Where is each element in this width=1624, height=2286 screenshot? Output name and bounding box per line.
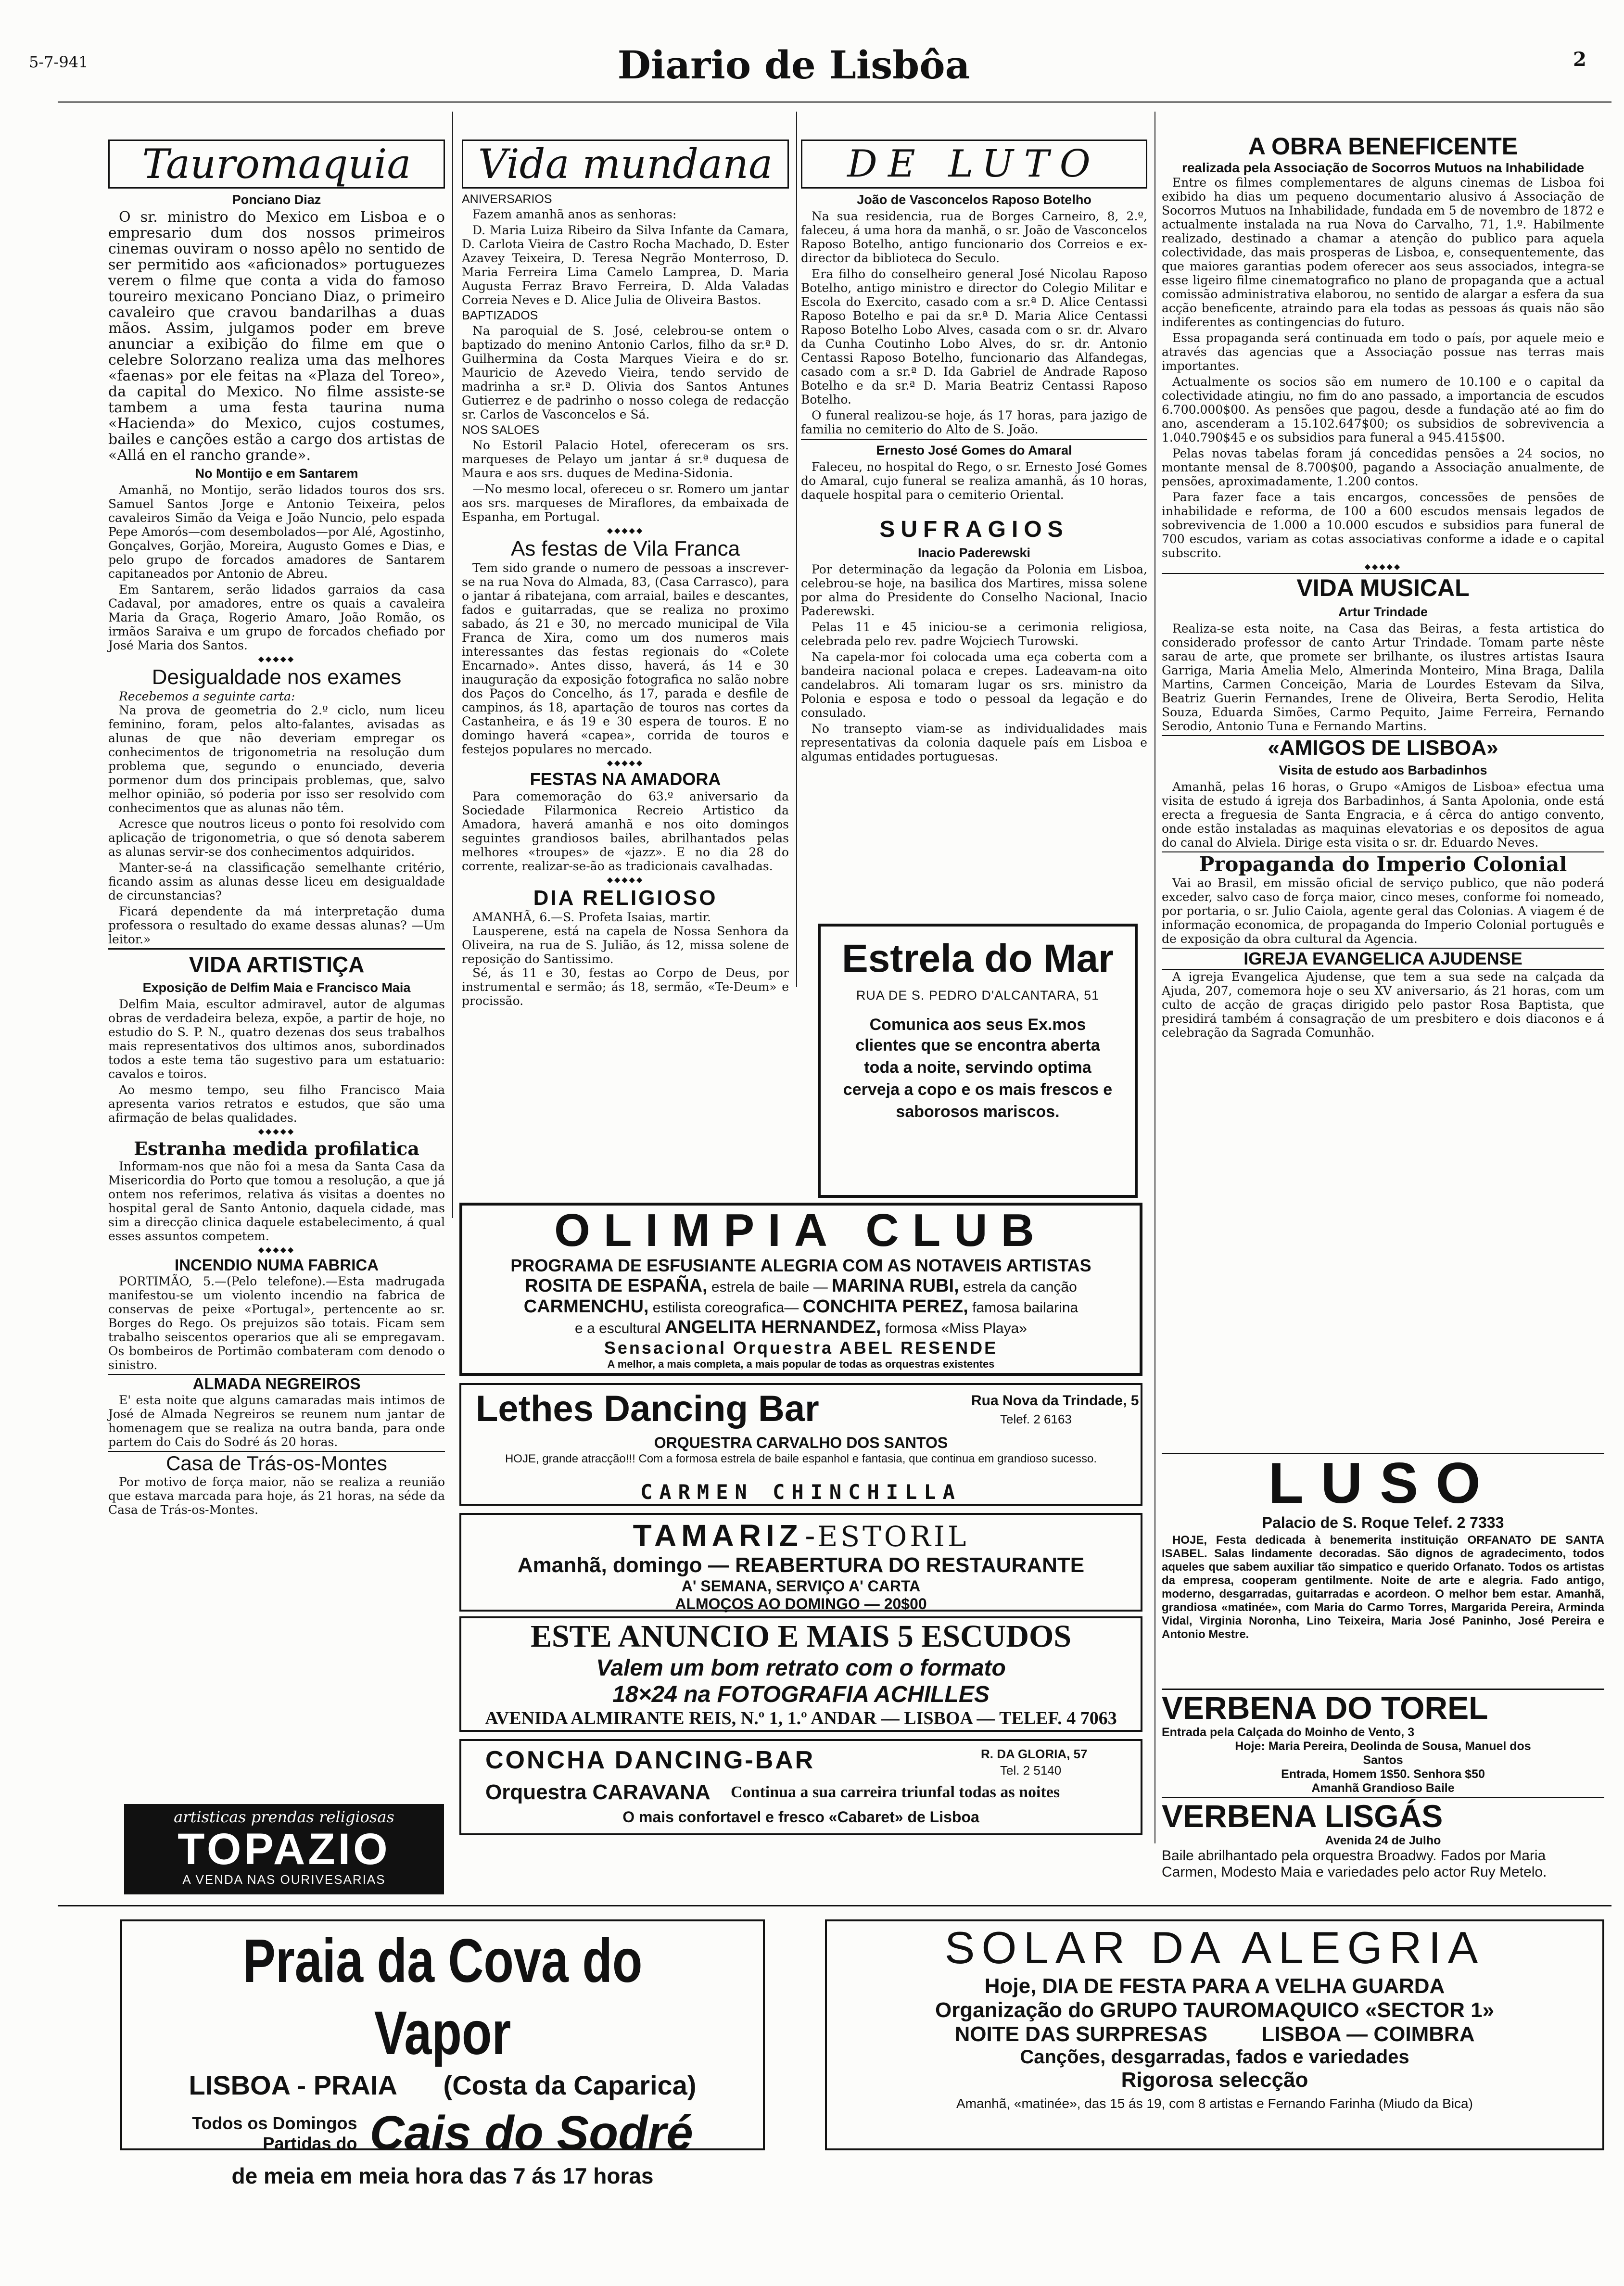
solar-line6: Amanhã, «matinée», das 15 ás 19, com 8 artistas e Fernando Farinha (Miudo da Bica) (956, 2096, 1473, 2111)
baptizados-text: Na paroquial de S. José, celebrou-se ontem o baptizado do menino Antonio Carlos, filho da sr.ª D. Guilhermina da Costa Marques Vieira e do sr. Mauricio de Azevedo Vieira, tendo servido de madrinha a sr.ª D. Olivia dos Santos Antunes Gutierrez e de padrinho o nosso colega de redacção sr. Carlos de Vasconcelos e Sá. (462, 324, 789, 421)
amaral-text: Faleceu, no hospital do Rego, o sr. Ernesto José Gomes do Amaral, cujo funeral se realiza amanhã, ás 10 horas, daquele hospital para o cemiterio Oriental. (801, 460, 1147, 502)
estrela-name: Estrela do Mar (841, 937, 1114, 980)
col-rule-1 (452, 112, 453, 1218)
olimpia-artist-5: ANGELITA HERNANDEZ, (664, 1317, 881, 1337)
separator: ◆◆◆◆◆ (607, 758, 644, 767)
amaral-heading: Ernesto José Gomes do Amaral (801, 439, 1147, 458)
estrela-line1: Comunica aos seus Ex.mos (869, 1016, 1086, 1034)
page-date: 5-7-941 (29, 53, 89, 71)
solar-line4: Canções, desgarradas, fados e variedades (1020, 2046, 1409, 2068)
olimpia-artist-2: MARINA RUBI, (832, 1276, 959, 1296)
praia-schedule (192, 2113, 357, 2154)
dia-religioso-text-2: Lausperene, está na capela de Nossa Senhora da Oliveira, na rua de S. Julião, ás 12, missa solene de reposição do Santissimo. (462, 924, 789, 966)
solar-line1: Hoje, DIA DE FESTA PARA A VELHA GUARDA (984, 1974, 1445, 1998)
montijo-heading: No Montijo e em Santarem (195, 466, 358, 481)
lethes-line1: ORQUESTRA CARVALHO DOS SANTOS (654, 1434, 948, 1451)
praia-line2c: Cais do Sodré (369, 2106, 693, 2160)
tamariz-place: ESTORIL (817, 1520, 969, 1553)
olimpia-role-2: estrela da canção (963, 1279, 1077, 1295)
ponciano-text: O sr. ministro do Mexico em Lisboa e o empresario dum dos nossos primeiros cinemas ouviram o nosso apêlo no sentido de ser permitido aos «aficionados» portuguezes verem o filme que conta a vida do famoso toureiro mexicano Ponciano Diaz, o primeiro cavaleiro que cravou bandarilhas a duas mãos. Assim, julgamos poder em breve anunciar a exibição do filme em que o celebre Solorzano realiza uma das melhores «faenas» por ele feitas na «Plaza del Toreo», da capital do Mexico. No filme assiste-se tambem a uma festa taurina numa «Hacienda» do Mexico, cujos costumes, bailes e canções estão a cargo dos artistas de «Allá en el rancho grande». (108, 209, 445, 464)
obra-text-4: Pelas novas tabelas foram já concedidas pensões a 24 socios, no montante mensal de 8.700$00, pagando a Associação anualmente, de pensões, aproximadamente, 1.200 contos. (1162, 446, 1604, 488)
solar-line5: Rigorosa selecção (1121, 2068, 1308, 2092)
column-1 (108, 140, 445, 1519)
olimpia-role-4: famosa bailarina (972, 1300, 1078, 1316)
separator: ◆◆◆◆◆ (1364, 562, 1402, 571)
achilles-ad[interactable] (459, 1616, 1142, 1732)
raposo-text-1: Na sua residencia, rua de Borges Carneiro, 8, 2.º, faleceu, á uma hora da manhã, o sr. João de Vasconcelos Raposo Botelho, antigo funcionario dos Correios e ex-director da biblioteca do Seculo. (801, 209, 1147, 265)
tamariz-dash: - (805, 1518, 815, 1553)
vila-franca-text: Tem sido grande o numero de pessoas a inscrever-se na rua Nova do Almada, 83, (Casa Carrasco), para o jantar á ribatejana, com arraial, bailes e descantes, fados e guitarradas, que se realiza no proximo sabado, ás 21 e 30, no mercado municipal de Vila Franca de Xira, como um dos numeros mais interessantes das festas regionais do «Colete Encarnado». Antes disso, haverá, ás 14 e 30 inauguração da exposição fotografica no salão nobre dos Paços do Concelho, ás 17, parada e desfile de campinos, ás 18, apartação de touros nas cortes da Castanheira, e ás 19 e 30 espera de touros. E no domingo haverá «capea», corrida de touros e festejos populares no mercado. (462, 561, 789, 756)
vida-artistica-text-2: Ao mesmo tempo, seu filho Francisco Maia apresenta varios retratos e estudos, que são uma afirmação de belas qualidades. (108, 1083, 445, 1125)
praia-line3: de meia em meia hora das 7 ás 17 horas (231, 2163, 654, 2188)
concha-address: R. DA GLORIA, 57 (981, 1747, 1088, 1761)
torel-name: VERBENA DO TOREL (1162, 1690, 1488, 1726)
vida-artistica-text-1: Delfim Maia, escultor admiravel, autor de algumas obras de verdadeira beleza, expõe, a partir de hoje, no estudio do S. P. N., quatro dezenas dos seus trabalhos mais representativos dos ultimos anos, subordinados todos a este tema tão sugestivo para um estatuario: cavalos e toiros. (108, 997, 445, 1081)
topazio-bottom: A VENDA NAS OURIVESARIAS (182, 1872, 386, 1887)
dia-religioso-text-3: Sé, ás 11 e 30, festas ao Corpo de Deus, por instrumental e sermão; ás 18, sermão, «Te-Deum» e procissão. (462, 966, 789, 1008)
vida-musical-text: Realiza-se esta noite, na Casa das Beiras, a festa artistica do considerado professor de canto Artur Trindade. Tomam parte nêste sarau de arte, que promete ser brilhante, os ilustres artistas Isaura Garriga, Maria Amelia Melo, Almerinda Monteiro, Mina Braga, Dalila Martins, Carmen Conceição, Maria de Lourdes Estevam da Silva, Beatriz Guerin Fernandes, Irene de Oliveira, Berta Serodio, Helita Souza, Eduarda Simões, Carmo Pequito, Jaime Ferreira, Fernando Serodio, Antonio Tuna e Fernando Martins. (1162, 622, 1604, 733)
raposo-heading: João de Vasconcelos Raposo Botelho (857, 192, 1091, 207)
desigualdade-text-4: Ficará dependente da má interpretação duma professora o resultado do exame dessas alunas? —Um leitor.» (108, 904, 445, 946)
olimpia-line1: PROGRAMA DE ESFUSIANTE ALEGRIA COM AS NOTAVEIS ARTISTAS (510, 1256, 1091, 1275)
topazio-name: TOPAZIO (178, 1825, 391, 1874)
sufragios-text-4: No transepto viam-se as individualidades mais representativas da colonia daquele país em Lisboa e algumas entidades portuguesas. (801, 722, 1147, 763)
vida-musical-heading: VIDA MUSICAL (1162, 573, 1604, 602)
separator: ◆◆◆◆◆ (258, 1245, 295, 1254)
header-rule (58, 101, 1611, 103)
olimpia-text-1: e a escultural (575, 1321, 661, 1336)
concha-line1a: Orquestra CARAVANA (485, 1780, 710, 1804)
masthead: Diario de Lisbôa (617, 42, 970, 88)
praia-line2a: Todos os Domingos (192, 2113, 357, 2133)
aniversarios-text: D. Maria Luiza Ribeiro da Silva Infante da Camara, D. Carlota Vieira de Castro Rocha Machado, D. Ester Azavey Teixeira, D. Teresa Negrão Monterroso, D. Maria Ferreira Lima Camelo Lamprea, D. Maria Augusta Ferraz Bravo Ferreira, D. Alda Valadas Correia Neves e D. Alice Julia de Oliveira Bastos. (462, 223, 789, 307)
igreja-heading: IGREJA EVANGELICA AJUDENSE (1162, 948, 1604, 970)
solar-line3a: NOITE DAS SURPRESAS (954, 2022, 1208, 2046)
solar-title: SOLAR DA ALEGRIA (944, 1922, 1485, 1973)
solar-line3b: LISBOA — COIMBRA (1261, 2022, 1475, 2046)
aniversarios-label: ANIVERSARIOS (462, 192, 552, 206)
olimpia-line3 (462, 1296, 1140, 1317)
vila-franca-heading: As festas de Vila Franca (510, 537, 740, 560)
amigos-heading: «AMIGOS DE LISBOA» (1162, 735, 1604, 760)
olimpia-role-3: estilista coreografica— (652, 1300, 799, 1316)
saloes-label: NOS SALOES (462, 423, 540, 437)
almada-text: E' esta noite que alguns camaradas mais intimos de José de Almada Negreiros se reunem num jantar de homenagem que se realiza na outra banda, para onde partem do Cais do Sodré ás 20 horas. (108, 1393, 445, 1449)
dia-religioso-heading: DIA RELIGIOSO (533, 886, 718, 910)
paderewski-sub: Inacio Paderewski (917, 546, 1031, 560)
amadora-heading: FESTAS NA AMADORA (530, 769, 721, 789)
concha-line2: O mais confortavel e fresco «Cabaret» de Lisboa (622, 1808, 979, 1826)
ponciano-heading: Ponciano Diaz (232, 192, 321, 207)
olimpia-line5: Sensacional Orquestra ABEL RESENDE (604, 1338, 998, 1358)
separator: ◆◆◆◆◆ (607, 875, 644, 884)
profilatica-text: Informam-nos que não foi a mesa da Santa Casa da Misericordia do Porto que tomou a resolução, a que já ontem nos referimos, relativa ás visitas a doentes no hospital geral de Santo Antonio, daquela cidade, mas sim a direcção clinica daquele estabelecimento, á qual esses assuntos competem. (108, 1159, 445, 1243)
incendio-text: PORTIMÃO, 5.—(Pelo telefone).—Esta madrugada manifestou-se um violento incendio na fabrica de conservas de peixe «Portugal», pertencente ao sr. Borges do Rego. Os prejuizos são totais. Ficam sem trabalho seiscentos operarios que ali se empregavam. Os bombeiros de Portimão combateram com denodo o sinistro. (108, 1274, 445, 1372)
almada-heading: ALMADA NEGREIROS (108, 1374, 445, 1393)
lethes-address: Rua Nova da Trindade, 5 (971, 1393, 1139, 1409)
praia-line2 (122, 2106, 763, 2161)
torel-ad[interactable] (1162, 1689, 1604, 1795)
estrela-line2: clientes que se encontra aberta toda a noite, servindo optima cerveja a copo e os mais frescos e saborosos mariscos. (843, 1036, 1113, 1121)
separator: ◆◆◆◆◆ (258, 654, 295, 663)
achilles-line2: Valem um bom retrato com o formato (596, 1655, 1006, 1681)
tras-os-montes-text: Por motivo de força maior, não se realiza a reunião que estava marcada para hoje, ás 21 horas, na séde da Casa de Trás-os-Montes. (108, 1475, 445, 1517)
de-luto-title: DE LUTO (801, 140, 1147, 187)
column-4 (1162, 132, 1604, 1041)
lethes-tel: Telef. 2 6163 (1000, 1412, 1072, 1426)
obra-sub: realizada pela Associação de Socorros Mutuos na Inhabilidade (1181, 160, 1585, 175)
luso-text: HOJE, Festa dedicada à benemerita instituição ORFANATO DE SANTA ISABEL. Salas lindamente decoradas. São dignos de agradecimento, todos aqueles que sabem auxiliar tão simpatico e querido Orfanato. Todos os artistas da empresa, cooperam gentilmente. Noite de arte e alegria. Fado antigo, moderno, desgarradas, guitarradas e acordeon. O melhor bem estar. Amanhã, grandiosa «matinée», com Maria do Carmo Torres, Margarida Pereira, Arminda Vidal, Virginia Noronha, Lino Teixeira, Maria José Paninho, José Pereira e Antonio Mestre. (1162, 1534, 1604, 1641)
imperio-text: Vai ao Brasil, em missão oficial de serviço publico, que não poderá exceder, salvo caso de força maior, cinco meses, conforme foi nomeado, por portaria, o sr. Julio Caiola, agente geral das Colonias. A viagem é de informação economica, de propaganda do Imperio Colonial português e de exposição da obra cultural da Agencia. (1162, 876, 1604, 946)
tauromaquia-title: Tauromaquia (108, 140, 445, 187)
desigualdade-text-3: Manter-se-á na classificação semelhante critério, ficando assim as alunas desse liceu em desigualdade de circunstancias? (108, 861, 445, 902)
olimpia-name: OLIMPIA CLUB (554, 1205, 1048, 1256)
lethes-name: Lethes Dancing Bar (476, 1388, 819, 1429)
bottom-rule (58, 1905, 1611, 1906)
saloes-text-1: No Estoril Palacio Hotel, ofereceram os srs. marqueses de Pelayo um jantar á sr.ª duquesa de Maura e aos srs. duques de Medina-Sidonia. (462, 438, 789, 480)
raposo-text-2: Era filho do conselheiro general José Nicolau Raposo Botelho, antigo ministro e director do Colegio Militar e Escola do Exercito, casado com a sr.ª D. Alice Centassi Raposo Botelho e pai da sr.ª D. Maria Alice Centassi Raposo Botelho Lobo Alves, casada com o sr. dr. Alvaro da Cunha Coutinho Lobo Alves, do sr. dr. Antonio Centassi Raposo Botelho, funcionario das Alfandegas, casado com a sr.ª D. Ida Gabriel de Andrade Raposo Botelho e da sr.ª D. Maria Beatriz Centassi Raposo Botelho. (801, 267, 1147, 406)
concha-name: CONCHA DANCING-BAR (485, 1746, 815, 1774)
praia-title: Praia da Cova do Vapor (242, 1927, 643, 2068)
achilles-line3: 18×24 na FOTOGRAFIA ACHILLES (612, 1682, 990, 1707)
olimpia-artist-1: ROSITA DE ESPAÑA, (525, 1276, 708, 1296)
topazio-top: artisticas prendas religiosas (174, 1808, 394, 1826)
lethes-ad[interactable] (459, 1383, 1142, 1506)
sufragios-heading: SUFRAGIOS (879, 517, 1069, 542)
obra-text-3: Actualmente os socios são em numero de 10.100 e o capital da colectividade atingiu, no fim do ano passado, a importancia de escudos 6.700.000$00. As pensões que pagou, desde a fundação até ao fim do ano, ascenderam a 15.102.647$00; os subsidios de sobrevivencia a 1.040.790$45 e os subsidios para funeral a 945.415$00. (1162, 375, 1604, 444)
luso-name: LUSO (1162, 1453, 1604, 1512)
solar-line3 (827, 2022, 1602, 2046)
concha-line1b: Continua a sua carreira triunfal todas as noites (731, 1783, 1060, 1801)
praia-ad[interactable] (120, 1919, 765, 2188)
page-number: 2 (1573, 48, 1586, 71)
montijo-text-1: Amanhã, no Montijo, serão lidados touros dos srs. Samuel Santos Jorge e Antonio Teixeira, pelos cavaleiros Simão da Veiga e João Nuncio, pelo espada Pepe Amorós—com desembolados—por Alé, Agostinho, Gonçalves, Gorjão, Moreira, Augusto Gomes e Dias, e pelo grupo de forcados amadores de Santarem capitaneados por Antonio de Abreu. (108, 483, 445, 581)
desigualdade-text-1: Na prova de geometria do 2.º ciclo, num liceu feminino, foram, pelos alto-falantes, avisadas as alunas de que não deveriam empregar os conhecimentos de trigonometria na resolução dum problema que, segundo o enunciado, deveria pormenor dum dos principais problemas, que, salvo melhor opinião, só poderia por isso ser resolvido com conhecimentos que as alunas não têm. (108, 703, 445, 815)
col-rule-2 (796, 112, 797, 987)
tamariz-line1: Amanhã, domingo — REABERTURA DO RESTAURANTE (517, 1553, 1085, 1577)
amigos-sub: Visita de estudo aos Barbadinhos (1279, 763, 1487, 777)
column-2 (462, 140, 789, 1008)
column-3 (801, 140, 1147, 765)
torel-line4: Amanhã Grandioso Baile (1311, 1781, 1455, 1795)
achilles-line4: AVENIDA ALMIRANTE REIS, N.º 1, 1.º ANDAR — LISBOA — TELEF. 4 7063 (485, 1708, 1117, 1728)
separator: ◆◆◆◆◆ (258, 1127, 295, 1136)
solar-line2: Organização do GRUPO TAUROMAQUICO «SECTOR 1» (935, 1998, 1495, 2022)
tamariz-line2: A' SEMANA, SERVIÇO A' CARTA (681, 1577, 921, 1595)
lisgas-name: VERBENA LISGÁS (1162, 1798, 1443, 1834)
desigualdade-text-2: Acresce que noutros liceus o ponto foi resolvido com aplicação de trigonometria, o que só denota saberem as alunas servir-se dos conhecimentos adquiridos. (108, 817, 445, 859)
lethes-line3: CARMEN CHINCHILLA (640, 1480, 962, 1504)
igreja-text: A igreja Evangelica Ajudense, que tem a sua sede na calçada da Ajuda, 207, comemora hoje o seu XV aniversario, ás 21 horas, com um culto de acção de graças dirigido pelo pastor Rosa Baptista, que presidirá também á consagração de um presbitero e dois diaconos e á celebração da Sagrada Comunhão. (1162, 970, 1604, 1040)
montijo-text-2: Em Santarem, serão lidados garraios da casa Cadaval, por amadores, entre os quais a cavaleira Maria da Graça, Rogerio Amaro, João Romão, os irmãos Saraiva e um grupo de forcados chefiado por José Maria dos Santos. (108, 583, 445, 652)
vida-artistica-sub: Exposição de Delfim Maia e Francisco Maia (142, 980, 411, 995)
estrela-address: RUA DE S. PEDRO D'ALCANTARA, 51 (856, 988, 1100, 1003)
obra-text-2: Essa propaganda será continuada em todo o país, por aquele meio e através das agencias que a Associação possue nas terras mais importantes. (1162, 331, 1604, 373)
lethes-line2: HOJE, grande atracção!!! Com a formosa estrela de baile espanhol e fantasia, que continua em grandioso sucesso. (505, 1452, 1097, 1465)
tras-os-montes-heading: Casa de Trás-os-Montes (108, 1451, 445, 1475)
lisgas-ad[interactable] (1162, 1797, 1604, 1880)
olimpia-line2 (462, 1276, 1140, 1296)
concha-ad[interactable] (459, 1739, 1142, 1835)
vida-artistica-heading: VIDA ARTISTIÇA (108, 948, 445, 978)
amadora-text: Para comemoração do 63.º aniversario da Sociedade Filarmonica Recreio Artistico da Amadora, haverá amanhã e nos oito domingos seguintes grandiosos bailes, abrilhantados pelas melhores «troupes» de «jazz». E no dia 28 do corrente, realizar-se-ão as tradicionais cavalhadas. (462, 789, 789, 873)
praia-line1 (122, 2070, 763, 2101)
obra-text-1: Entre os filmes complementares de alguns cinemas de Lisboa foi exibido ha dias um pequeno documentario alusivo á Associação de Socorros Mutuos na Inhabilidade, fundada em 5 de novembro de 1872 e actualmente instalada na rua Nova do Carvalho, 71, 1.º. Habilmente realizado, destinado a chamar a atenção do publico para aquela colectividade, das mais prosperas de Lisboa, e, consequentemente, das que maiores garantias podem oferecer aos seus associados, integra-se esse ligeiro filme cinematografico no plano de propaganda que a actual comissão administrativa elaborou, no sentido de alargar a esfera da sua acção beneficente, atraindo para ela todas as pessoas ás quais não são indiferentes as contingencias do futuro. (1162, 176, 1604, 329)
torel-line3: Entrada, Homem 1$50. Senhora $50 (1281, 1767, 1485, 1781)
desigualdade-intro: Recebemos a seguinte carta: (119, 689, 295, 703)
olimpia-artist-3: CARMENCHU, (523, 1296, 649, 1317)
torel-line1: Entrada pela Calçada do Moinho de Vento, 3 (1162, 1726, 1415, 1739)
luso-address: Palacio de S. Roque Telef. 2 7333 (1262, 1514, 1504, 1531)
separator: ◆◆◆◆◆ (607, 526, 644, 535)
sufragios-text-1: Por determinação da legação da Polonia em Lisboa, celebrou-se hoje, na basilica dos Martires, missa solene por alma do Presidente do Conselho Nacional, Inacio Paderewski. (801, 562, 1147, 618)
baptizados-label: BAPTIZADOS (462, 309, 538, 322)
luso-ad[interactable] (1162, 1453, 1604, 1641)
tamariz-heading (461, 1518, 1141, 1553)
vida-mundana-title: Vida mundana (462, 140, 789, 187)
imperio-heading: Propaganda do Imperio Colonial (1162, 851, 1604, 876)
torel-line2: Hoje: Maria Pereira, Deolinda de Sousa, Manuel dos Santos (1235, 1740, 1531, 1767)
olimpia-club-ad[interactable] (459, 1203, 1142, 1376)
praia-line1a: LISBOA - PRAIA (189, 2070, 397, 2100)
desigualdade-heading: Desigualdade nos exames (152, 665, 402, 689)
aniversarios-intro: Fazem amanhã anos as senhoras: (472, 207, 677, 221)
solar-ad[interactable] (825, 1919, 1604, 2150)
profilatica-heading: Estranha medida profilatica (134, 1138, 419, 1159)
sufragios-text-3: Na capela-mor foi colocada uma eça coberta com a bandeira nacional polaca e crepes. Ladeavam-na oito candelabros. Ali tomaram lugar os srs. ministro da Polonia e esposa e todo o pessoal da legação e do consulado. (801, 650, 1147, 720)
saloes-text-2: —No mesmo local, ofereceu o sr. Romero um jantar aos srs. marqueses de Miraflores, da embaixada de Espanha, em Portugal. (462, 482, 789, 524)
olimpia-artist-4: CONCHITA PEREZ, (802, 1296, 968, 1317)
dia-religioso-text-1: AMANHÃ, 6.—S. Profeta Isaias, martir. (472, 910, 711, 924)
amigos-text: Amanhã, pelas 16 horas, o Grupo «Amigos de Lisboa» efectua uma visita de estudo á igreja dos Barbadinhos, á Santa Apolonia, onde está erecta a freguesia de Santa Engracia, e á cêrca do antigo convento, onde estão instaladas as maquinas elevatorias e os depositos de agua do canal do Alviela. Dirige esta visita o sr. dr. Eduardo Neves. (1162, 780, 1604, 850)
olimpia-role-1: estrela de baile — (711, 1279, 828, 1295)
topazio-ad[interactable] (124, 1804, 444, 1894)
tamariz-name: TAMARIZ (633, 1518, 803, 1553)
trindade-sub: Artur Trindade (1338, 605, 1428, 619)
sufragios-text-2: Pelas 11 e 45 iniciou-se a cerimonia religiosa, celebrada pelo rev. padre Wojciech Turowski. (801, 620, 1147, 648)
achilles-line1: ESTE ANUNCIO E MAIS 5 ESCUDOS (530, 1619, 1072, 1654)
estrela-do-mar-ad[interactable] (818, 924, 1138, 1198)
raposo-text-3: O funeral realizou-se hoje, ás 17 horas, para jazigo de familia no cemiterio do Alto de S. João. (801, 408, 1147, 436)
obra-title: A OBRA BENEFICENTE (1248, 133, 1518, 160)
concha-tel: Tel. 2 5140 (1000, 1763, 1062, 1778)
tamariz-ad[interactable] (459, 1513, 1142, 1612)
lisgas-line2: Baile abrilhantado pela orquestra Broadwy. Fados por Maria Carmen, Modesto Maia e variedades pelo actor Ruy Metelo. (1162, 1848, 1547, 1880)
tamariz-line3: ALMOÇOS AO DOMINGO — 20$00 (675, 1595, 927, 1613)
obra-text-5: Para fazer face a tais encargos, concessões de pensões de inhabilidade e reforma, de 100 a 600 escudos mensais legados de sobrevivencia de 1.000 a 10.000 escudos e subsidios para funeral de 700 escudos, variam as cotas associativas conforme a idade e o capital subscrito. (1162, 490, 1604, 560)
olimpia-line4 (462, 1317, 1140, 1338)
olimpia-text-2: formosa «Miss Playa» (885, 1321, 1027, 1336)
praia-line2b: Partidas do (263, 2133, 357, 2153)
olimpia-line6: A melhor, a mais completa, a mais popular de todas as orquestras existentes (607, 1358, 995, 1370)
incendio-heading: INCENDIO NUMA FABRICA (174, 1256, 379, 1274)
lisgas-line1: Avenida 24 de Julho (1325, 1834, 1441, 1847)
praia-line1b: (Costa da Caparica) (443, 2070, 697, 2100)
